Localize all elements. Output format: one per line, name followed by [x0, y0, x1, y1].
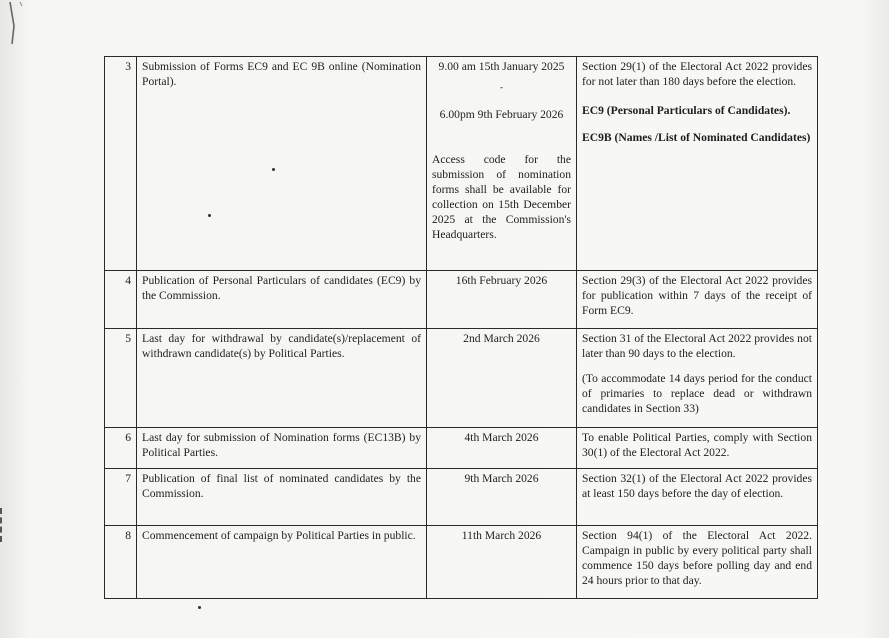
legal-basis-cell: Section 94(1) of the Electoral Act 2022. Campaign in public by every political party shall commence 150 days before polling day and end 24 hours prior to that day.: [577, 526, 818, 599]
row-number: 5: [105, 329, 137, 428]
activity-cell: Publication of final list of nominated candidates by the Commission.: [137, 469, 427, 526]
date-cell: 16th February 2026: [427, 271, 577, 329]
table-row: [105, 526, 818, 599]
row-number: 6: [105, 428, 137, 469]
activity-cell: Publication of Personal Particulars of candidates (EC9) by the Commission.: [137, 271, 427, 329]
activity-cell: Last day for submission of Nomination forms (EC13B) by Political Parties.: [137, 428, 427, 469]
legal-basis-text: Section 29(1) of the Electoral Act 2022 provides for not later than 180 days before the election.: [582, 60, 812, 88]
form-ec9b-note: EC9B (Names /List of Nominated Candidates): [582, 131, 811, 144]
table-row: [105, 271, 818, 329]
activity-cell: Last day for withdrawal by candidate(s)/replacement of withdrawn candidate(s) by Political Parties.: [137, 329, 427, 428]
legal-basis-cell: To enable Political Parties, comply with Section 30(1) of the Electoral Act 2022.: [577, 428, 818, 469]
dash-mark: -: [500, 82, 503, 92]
legal-basis-cell: Section 29(3) of the Electoral Act 2022 provides for publication within 7 days of the receipt of Form EC9.: [577, 271, 818, 329]
end-date: 6.00pm 9th February 2026: [439, 108, 564, 121]
speck: [198, 606, 201, 609]
start-date: 9.00 am 15th January 2025: [438, 60, 565, 73]
legal-note: (To accommodate 14 days period for the conduct of primaries to replace dead or withdrawn candidates in Section 33): [582, 372, 812, 415]
row-number: 8: [105, 526, 137, 599]
row-number: 3: [105, 57, 137, 271]
legal-basis-cell: [577, 329, 818, 428]
activity-cell: Commencement of campaign by Political Parties in public.: [137, 526, 427, 599]
legal-basis-cell: Section 32(1) of the Electoral Act 2022 provides at least 150 days before the day of election.: [577, 469, 818, 526]
form-ec9-note: EC9 (Personal Particulars of Candidates).: [582, 104, 791, 117]
date-cell: 9th March 2026: [427, 469, 577, 526]
date-cell: 4th March 2026: [427, 428, 577, 469]
date-cell: [427, 57, 577, 271]
pen-mark-graphic: [8, 0, 48, 60]
access-code-note: Access code for the submission of nomination forms shall be available for collection on 15th December 2025 at the Commission's Headquarters.: [432, 153, 571, 241]
legal-basis-cell: [577, 57, 818, 271]
table-row: [105, 469, 818, 526]
legal-basis-text: Section 31 of the Electoral Act 2022 provides not later than 90 days to the election.: [582, 332, 812, 360]
election-timetable: [104, 56, 818, 599]
table-row: [105, 329, 818, 428]
date-cell: 2nd March 2026: [427, 329, 577, 428]
table-row: [105, 57, 818, 271]
binding-marks: [0, 508, 6, 542]
table-row: [105, 428, 818, 469]
row-number: 7: [105, 469, 137, 526]
activity-cell: Submission of Forms EC9 and EC 9B online (Nomination Portal).: [137, 57, 427, 271]
row-number: 4: [105, 271, 137, 329]
date-cell: 11th March 2026: [427, 526, 577, 599]
